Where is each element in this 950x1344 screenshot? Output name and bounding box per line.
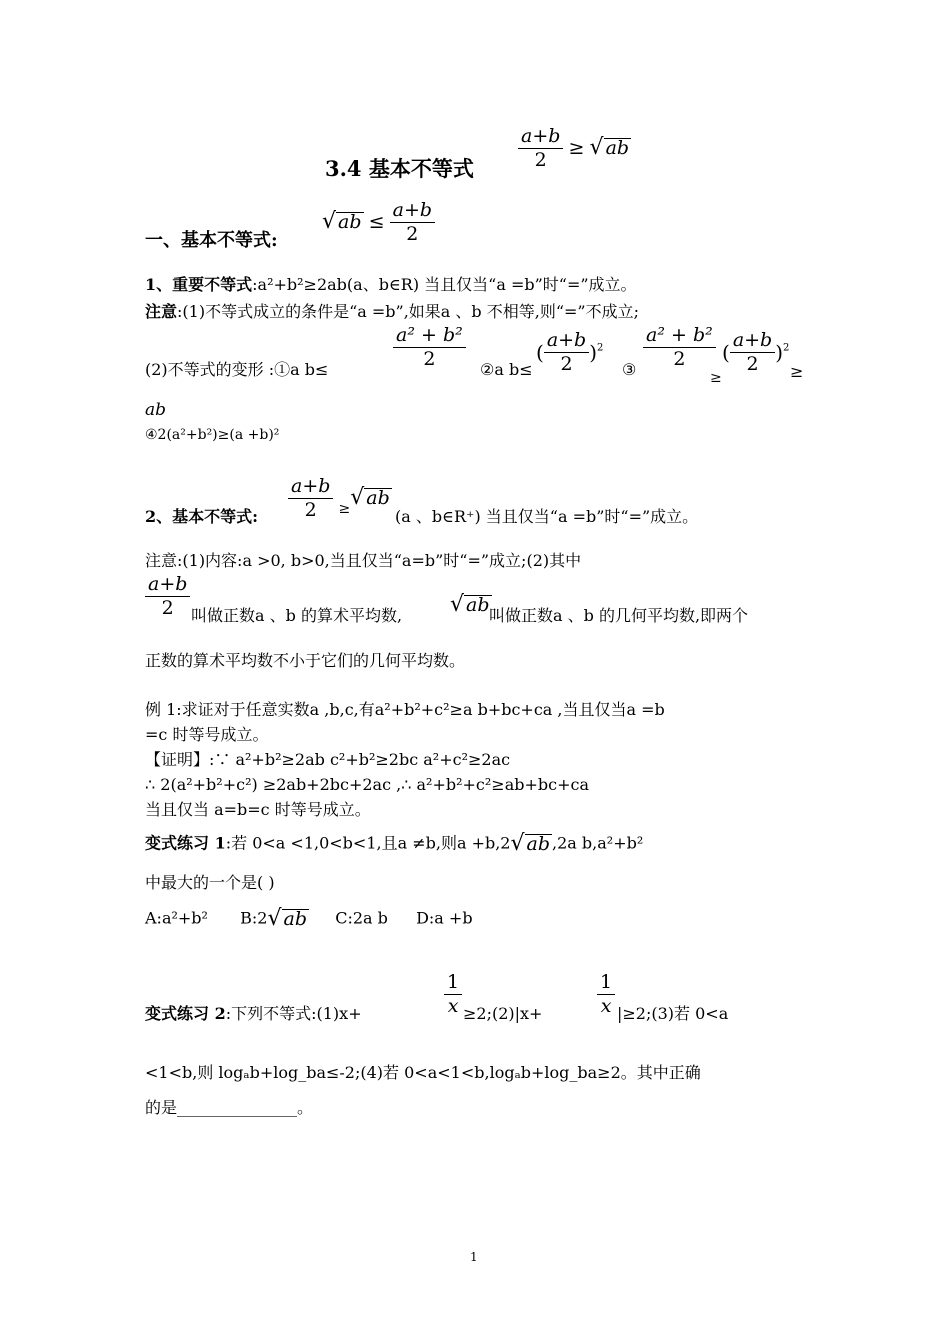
fraction-numerator: a+b xyxy=(544,330,589,353)
geq-symbol: ≥ xyxy=(790,362,804,381)
example1-line-2: =c 时等号成立。 xyxy=(145,725,269,744)
note-line-1 xyxy=(145,302,639,321)
arithmetic-mean-fraction xyxy=(145,574,190,619)
exercise-text: ,2a b,a²+b² xyxy=(552,833,644,853)
reciprocal-fraction-1 xyxy=(444,972,462,1017)
sqrt-expression: √ ab xyxy=(350,485,390,511)
title-formula xyxy=(518,126,631,171)
option-c: C:2a b xyxy=(335,908,388,928)
exercise2-line-2: <1<b,则 logₐb+log_ba≤-2;(4)若 0<a<1<b,logₐb+log_ba≥2。其中正确 xyxy=(145,1063,701,1082)
exercise1-line-1 xyxy=(145,833,643,855)
fraction-numerator: a+b xyxy=(145,574,190,597)
exercise-label: 变式练习 1 xyxy=(145,833,226,853)
exercise2-line-3: 的是_______________。 xyxy=(145,1098,314,1117)
sqrt-expression: √ ab xyxy=(589,135,630,161)
exponent: 2 xyxy=(597,342,604,354)
item-label: 2、基本不等式 xyxy=(145,507,253,526)
fraction-numerator: a+b xyxy=(730,330,775,353)
fraction-denominator: x xyxy=(447,994,459,1017)
note3-mid-2: 叫做正数a 、b 的几何平均数,即两个 xyxy=(489,606,749,625)
geq-symbol: ≥ xyxy=(568,136,585,159)
page-title: 3.4 基本不等式 xyxy=(325,156,474,181)
proof-line-3: 当且仅当 a=b=c 时等号成立。 xyxy=(145,800,371,819)
fraction-denominator: x xyxy=(600,994,612,1017)
transform-fraction-2: ( $\frac{a+b}{2}$ )$^2$ xyxy=(536,329,604,375)
geometric-mean-root: √ ab xyxy=(450,592,490,617)
transform-fraction-3 xyxy=(643,325,716,370)
transform-tail: ab xyxy=(145,400,167,420)
title-fraction xyxy=(518,126,563,171)
note3-line-1: 注意:(1)内容:a >0, b>0,当且仅当“a=b”时“=”成立;(2)其中 xyxy=(145,551,582,570)
exercise2-text-2: ≥2;(2)|x+ xyxy=(463,1004,543,1023)
fraction-denominator: 2 xyxy=(560,352,573,375)
fraction-numerator: a+b xyxy=(518,126,563,149)
fraction-numerator: a+b xyxy=(390,200,435,223)
item-text: :a²+b²≥2ab(a、b∈R) 当且仅当“a =b”时“=”成立。 xyxy=(252,275,637,294)
basic-inequality-label xyxy=(145,507,258,526)
fraction-numerator: 1 xyxy=(597,972,615,995)
exercise2-text-3: |≥2;(3)若 0<a xyxy=(617,1004,729,1023)
sqrt-expression: √ ab xyxy=(267,906,308,931)
colon: : xyxy=(252,507,259,526)
sqrt-expression: √ ab xyxy=(322,209,362,235)
important-inequality-line xyxy=(145,275,637,294)
geq-symbol: ≥ xyxy=(710,370,722,386)
exercise2-line-1 xyxy=(145,1004,362,1023)
basic-inequality-text: (a 、b∈R⁺) 当且仅当“a =b”时“=”成立。 xyxy=(395,507,699,526)
transform-p3: ③ xyxy=(622,360,637,379)
fraction-denominator: 2 xyxy=(534,148,547,171)
page-number: 1 xyxy=(470,1250,478,1264)
fraction-numerator: a+b xyxy=(288,476,333,499)
fraction-denominator: 2 xyxy=(673,347,686,370)
example1-line-1: 例 1:求证对于任意实数a ,b,c,有a²+b²+c²≥a b+bc+ca ,当且仅当a =b xyxy=(145,700,665,719)
transform-fraction-4: ( $\frac{a+b}{2}$ )$^2$ xyxy=(722,329,790,375)
fraction-numerator: 1 xyxy=(444,972,462,995)
fraction-denominator: 2 xyxy=(304,498,317,521)
transform-p2: ②a b≤ xyxy=(480,360,533,379)
section-fraction xyxy=(390,200,435,245)
leq-symbol: ≤ xyxy=(368,210,385,233)
note-text: :(1)不等式成立的条件是“a =b”,如果a 、b 不相等,则“=”不成立; xyxy=(177,302,639,321)
option-a: A:a²+b² xyxy=(145,908,208,928)
exercise1-options xyxy=(145,908,473,930)
geq-symbol: ≥ xyxy=(338,500,351,517)
transform-p1: (2)不等式的变形 :①a b≤ xyxy=(145,360,329,379)
basic-inequality-formula xyxy=(288,476,392,521)
item-label: 1、重要不等式 xyxy=(145,275,253,294)
option-d: D:a +b xyxy=(416,908,473,928)
section-heading: 一、基本不等式: xyxy=(145,230,278,251)
exercise-label: 变式练习 2 xyxy=(145,1004,226,1023)
exercise1-question: 中最大的一个是( ) xyxy=(145,873,275,892)
sqrt-expression: √ ab xyxy=(510,831,551,856)
fraction-denominator: 2 xyxy=(746,352,759,375)
proof-line-1: 【证明】:∵ a²+b²≥2ab c²+b²≥2bc a²+c²≥2ac xyxy=(145,750,511,769)
exercise-text: :若 0<a <1,0<b<1,且a ≠b,则a +b,2 xyxy=(225,833,511,853)
fraction-denominator: 2 xyxy=(161,596,174,619)
note3-line-3: 正数的算术平均数不小于它们的几何平均数。 xyxy=(145,651,466,670)
note3-mid-1: 叫做正数a 、b 的算术平均数, xyxy=(191,606,403,625)
fraction-numerator: a² + b² xyxy=(393,325,466,348)
fraction-denominator: 2 xyxy=(423,347,436,370)
fraction-numerator: a² + b² xyxy=(643,325,716,348)
proof-line-2: ∴ 2(a²+b²+c²) ≥2ab+2bc+2ac ,∴ a²+b²+c²≥ab+bc+ca xyxy=(145,775,589,794)
exercise-text: :下列不等式:(1)x+ xyxy=(225,1004,362,1023)
reciprocal-fraction-2 xyxy=(597,972,615,1017)
fraction-denominator: 2 xyxy=(406,222,419,245)
transform-fraction-1 xyxy=(393,325,466,370)
option-b: B:2 xyxy=(240,908,268,928)
section-formula xyxy=(322,200,435,245)
note-label: 注意 xyxy=(145,302,178,321)
transform-line-4: ④2(a²+b²)≥(a +b)² xyxy=(145,427,280,443)
exponent: 2 xyxy=(783,342,790,354)
